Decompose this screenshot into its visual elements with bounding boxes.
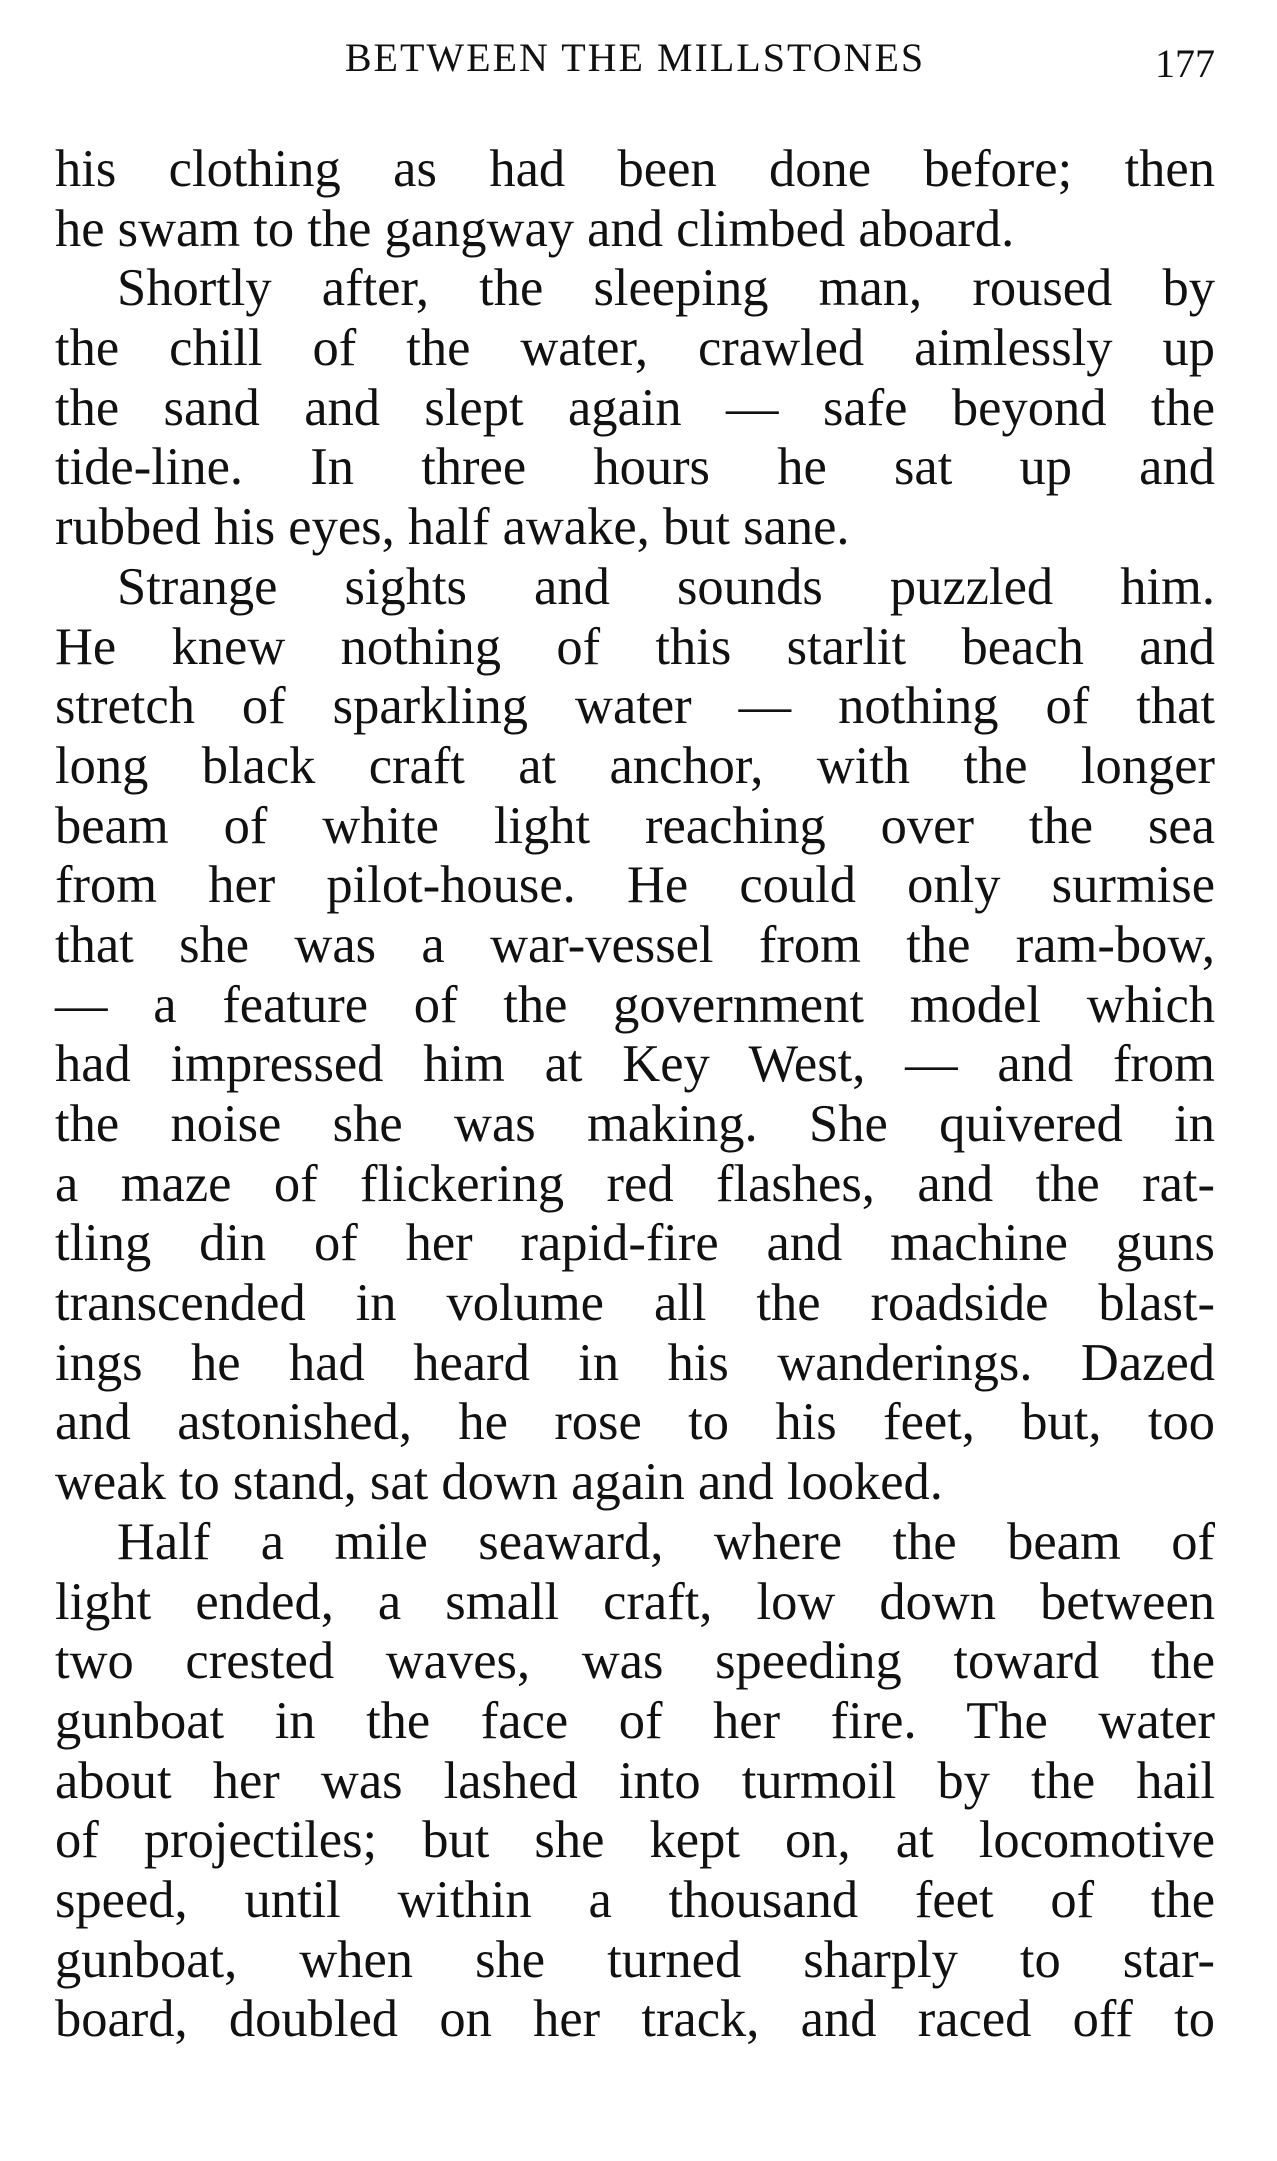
text-line: light ended, a small craft, low down between <box>55 1572 1215 1631</box>
text-line: beam of white light reaching over the sea <box>55 796 1215 855</box>
text-line: stretch of sparkling water — nothing of that <box>55 677 1215 736</box>
text-line: — a feature of the government model which <box>55 975 1215 1034</box>
body-text <box>55 140 1215 2050</box>
text-line: he swam to the gangway and climbed aboard. <box>55 199 1015 258</box>
text-line: board, doubled on her track, and raced off to <box>55 1990 1215 2049</box>
text-line: and astonished, he rose to his feet, but, too <box>55 1393 1215 1452</box>
text-line: gunboat, when she turned sharply to star- <box>55 1930 1215 1989</box>
text-line: the sand and slept again — safe beyond the <box>55 378 1215 437</box>
text-line: tling din of her rapid-fire and machine guns <box>55 1214 1215 1273</box>
text-line: rubbed his eyes, half awake, but sane. <box>55 498 850 557</box>
page-header <box>55 28 1215 88</box>
text-line: He knew nothing of this starlit beach and <box>55 617 1215 676</box>
text-line: Strange sights and sounds puzzled him. <box>117 557 1215 616</box>
text-line: about her was lashed into turmoil by the hail <box>55 1751 1215 1810</box>
text-line: tide-line. In three hours he sat up and <box>55 438 1215 497</box>
text-line: long black craft at anchor, with the longer <box>55 736 1215 795</box>
text-line: Half a mile seaward, where the beam of <box>117 1512 1215 1571</box>
text-line: the noise she was making. She quivered in <box>55 1095 1215 1153</box>
text-line: speed, until within a thousand feet of the <box>55 1870 1215 1929</box>
text-line: ings he had heard in his wanderings. Dazed <box>55 1333 1215 1392</box>
text-line: two crested waves, was speeding toward the <box>55 1632 1215 1691</box>
text-line: the chill of the water, crawled aimlessly up <box>55 319 1215 378</box>
text-line: a maze of flickering red flashes, and the rat- <box>55 1154 1215 1213</box>
text-line: that she was a war-vessel from the ram-bow, <box>55 915 1215 974</box>
text-line: his clothing as had been done before; then <box>55 140 1215 198</box>
running-head: BETWEEN THE MILLSTONES <box>344 35 926 80</box>
page-number: 177 <box>1155 41 1215 86</box>
text-line: Shortly after, the sleeping man, roused by <box>117 259 1215 318</box>
text-line: gunboat in the face of her fire. The water <box>55 1691 1215 1750</box>
text-line: weak to stand, sat down again and looked. <box>55 1453 943 1512</box>
text-line: transcended in volume all the roadside blast- <box>55 1274 1215 1333</box>
text-line: had impressed him at Key West, — and from <box>55 1035 1215 1094</box>
text-line: of projectiles; but she kept on, at locomotive <box>55 1811 1215 1870</box>
text-line: from her pilot-house. He could only surmise <box>55 856 1215 915</box>
